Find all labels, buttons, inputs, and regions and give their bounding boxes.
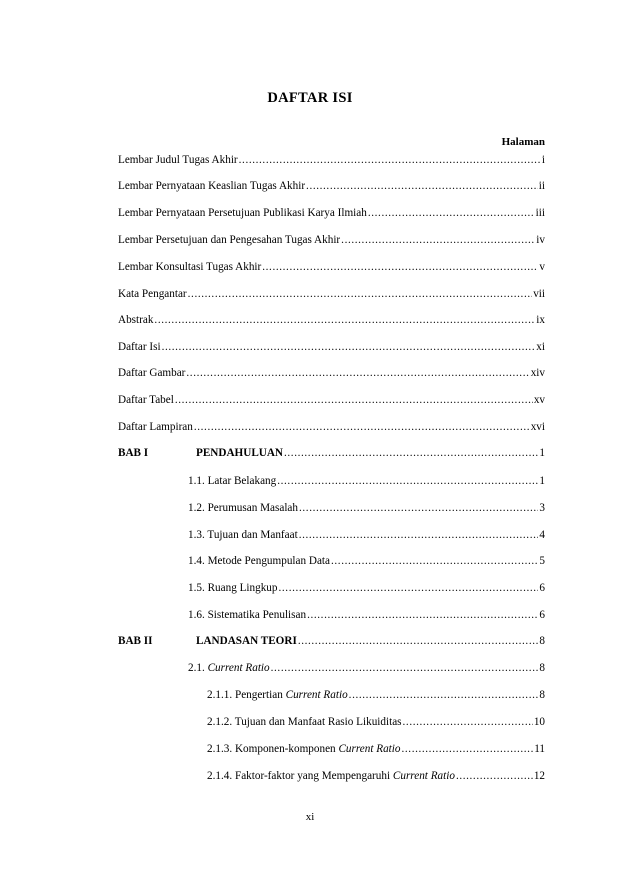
subsection-text: 2.1.3. Komponen-komponen Current Ratio [207,743,401,755]
toc-entry[interactable] [118,314,545,330]
subsection-text: 2.1.2. Tujuan dan Manfaat Rasio Likuiditas [207,716,402,728]
chapter-1-entry[interactable] [118,447,545,463]
leader-dots [277,475,538,487]
toc-entry[interactable] [118,154,545,170]
subsection-page: 12 [533,770,545,782]
section-text: 1.6. Sistematika Penulisan [188,609,307,621]
toc-entry[interactable] [118,180,545,196]
leader-dots [349,689,539,701]
subsection-page: 11 [534,743,545,755]
section-page: 6 [539,609,545,621]
subsection-entry[interactable] [207,770,545,786]
leader-dots [403,716,533,728]
leader-dots [306,180,538,192]
halaman-label: Halaman [501,136,545,148]
leader-dots [298,635,539,647]
chapter-2-entry[interactable] [118,635,545,651]
chapter-page: 1 [539,447,545,459]
section-entry[interactable] [188,662,545,678]
chapter-page: 8 [539,635,545,647]
toc-entry-page: i [541,154,545,166]
toc-entry-text: Abstrak [118,314,154,326]
section-text: 1.1. Latar Belakang [188,475,277,487]
toc-entry-page: xiv [530,367,545,379]
chapter-label: BAB II [118,635,153,647]
toc-entry[interactable] [118,288,545,304]
chapter-title: PENDAHULUAN [196,447,284,459]
leader-dots [262,261,538,273]
subsection-text: 2.1.1. Pengertian Current Ratio [207,689,348,701]
toc-entry-text: Lembar Judul Tugas Akhir [118,154,238,166]
leader-dots [368,207,535,219]
toc-entry-page: ii [538,180,545,192]
leader-dots [271,662,539,674]
leader-dots [299,502,538,514]
page-number: xi [305,811,315,823]
leader-dots [175,394,533,406]
section-entry[interactable] [188,582,545,598]
leader-dots [307,609,538,621]
section-text: 1.2. Perumusan Masalah [188,502,298,514]
leader-dots [299,529,539,541]
subsection-entry[interactable] [207,689,545,705]
toc-entry[interactable] [118,341,545,357]
leader-dots [188,288,533,300]
subsection-entry[interactable] [207,743,545,759]
subsection-text: 2.1.4. Faktor-faktor yang Mempengaruhi Current Ratio [207,770,455,782]
section-page: 5 [539,555,545,567]
section-text: 1.3. Tujuan dan Manfaat [188,529,298,541]
section-page: 4 [539,529,545,541]
toc-entry[interactable] [118,394,545,410]
toc-entry[interactable] [118,234,545,250]
chapter-label: BAB I [118,447,149,459]
toc-entry-text: Daftar Tabel [118,394,174,406]
leader-dots [162,341,536,353]
section-page: 1 [539,475,545,487]
toc-entry-page: v [539,261,545,273]
toc-entry[interactable] [118,367,545,383]
leader-dots [331,555,538,567]
toc-entry[interactable] [118,207,545,223]
leader-dots [194,421,530,433]
leader-dots [154,314,535,326]
chapter-title: LANDASAN TEORI [196,635,297,647]
section-entry[interactable] [188,555,545,571]
section-entry[interactable] [188,502,545,518]
toc-entry-text: Lembar Pernyataan Persetujuan Publikasi Karya Ilmiah [118,207,367,219]
toc-entry-page: xv [533,394,545,406]
toc-entry[interactable] [118,261,545,277]
section-page: 6 [539,582,545,594]
subsection-page: 10 [533,716,545,728]
toc-entry-page: iii [535,207,545,219]
leader-dots [284,447,538,459]
leader-dots [456,770,533,782]
toc-entry-text: Lembar Pernyataan Keaslian Tugas Akhir [118,180,306,192]
toc-entry-text: Daftar Lampiran [118,421,193,433]
toc-entry-text: Daftar Isi [118,341,161,353]
section-entry[interactable] [188,475,545,491]
section-entry[interactable] [188,609,545,625]
section-text: 1.5. Ruang Lingkup [188,582,278,594]
toc-entry-text: Kata Pengantar [118,288,187,300]
section-page: 8 [539,662,545,674]
leader-dots [341,234,535,246]
subsection-entry[interactable] [207,716,545,732]
subsection-page: 8 [539,689,545,701]
leader-dots [402,743,534,755]
section-text: 2.1. Current Ratio [188,662,270,674]
toc-entry[interactable] [118,421,545,437]
toc-entry-text: Daftar Gambar [118,367,186,379]
section-entry[interactable] [188,529,545,545]
toc-entry-page: iv [536,234,545,246]
toc-entry-page: vii [533,288,545,300]
toc-entry-text: Lembar Konsultasi Tugas Akhir [118,261,262,273]
section-page: 3 [539,502,545,514]
toc-entry-page: xi [536,341,545,353]
toc-entry-text: Lembar Persetujuan dan Pengesahan Tugas Akhir [118,234,341,246]
leader-dots [279,582,539,594]
page-title: DAFTAR ISI [267,90,353,106]
leader-dots [239,154,541,166]
toc-entry-page: xvi [530,421,545,433]
toc-entry-page: ix [536,314,545,326]
section-text: 1.4. Metode Pengumpulan Data [188,555,330,567]
leader-dots [186,367,529,379]
